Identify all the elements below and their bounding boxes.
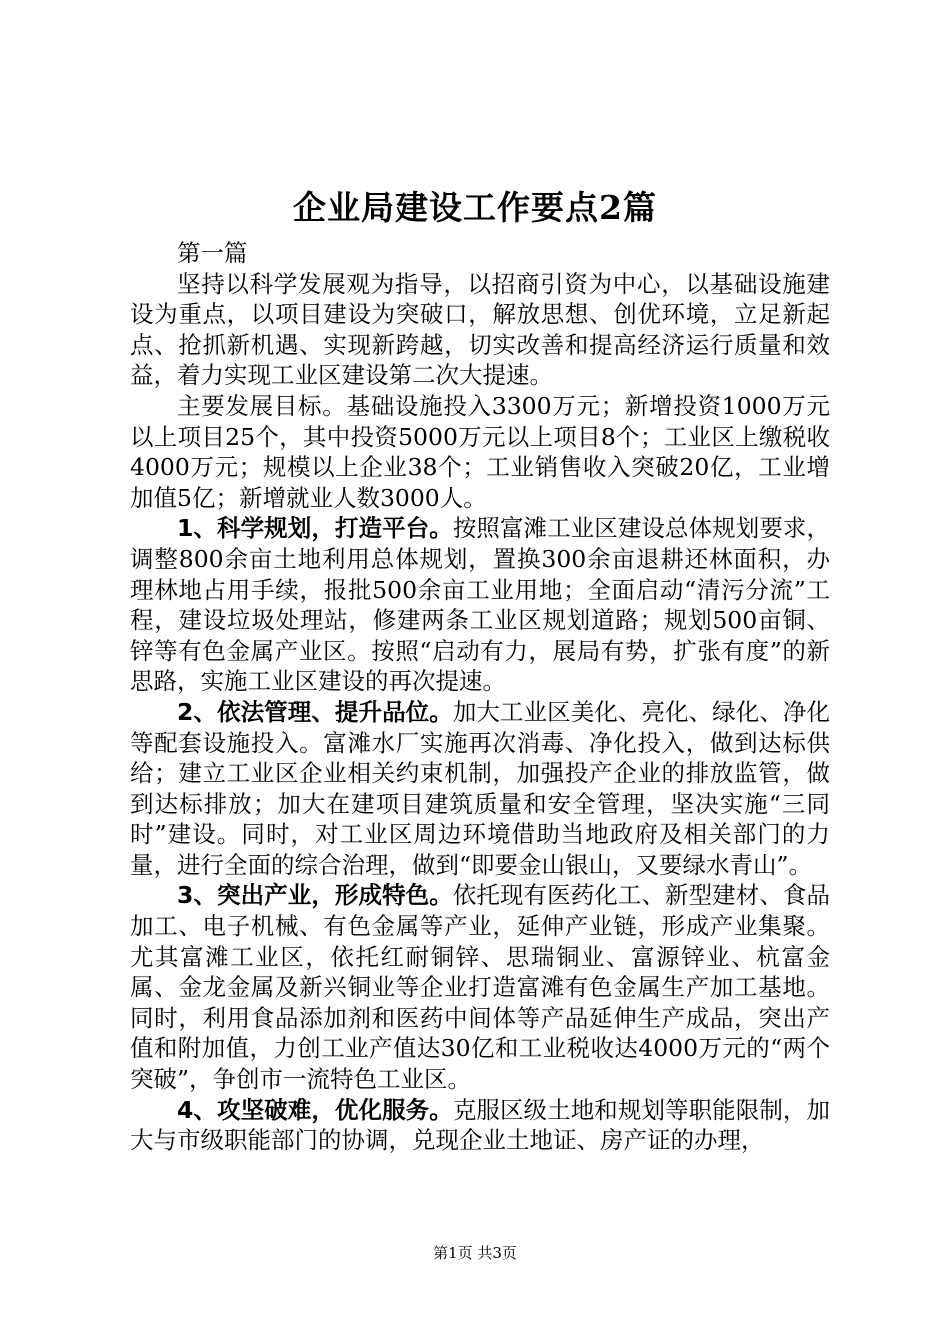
paragraph-item-3 [130, 880, 830, 1094]
paragraph-text: 克服区级土地和规划等职能限制，加大与市级职能部门的协调，兑现企业土地证、房产证的办理， [130, 1095, 831, 1155]
paragraph-text: 坚持以科学发展观为指导，以招商引资为中心，以基础设施建设为重点，以项目建设为突破口，解放思想、创优环境，立足新起点、抢抓新机遇、实现新跨越，切实改善和提高经济运行质量和效益，着力实现工业区建设第二次大提速。 [130, 269, 830, 390]
paragraph-heading: 3、突出产业，形成特色。 [177, 881, 453, 910]
paragraph-intro [130, 269, 830, 391]
section-label: 第一篇 [177, 239, 248, 267]
paragraph-goals [130, 391, 830, 513]
paragraph-text: 按照富滩工业区建设总体规划要求，调整800余亩土地利用总体规划，置换300余亩退耕还林面积，办理林地占用手续，报批500余亩工业用地；全面启动“清污分流”工程，建设垃圾处理站，修建两条工业区规划道路；规划500亩铜、锌等有色金属产业区。按照“启动有力，展局有势，扩张有度”的新思路，实施工业区建设的再次提速。 [130, 514, 831, 696]
paragraph-item-1 [130, 513, 830, 697]
document-body [130, 238, 830, 1156]
paragraph-text: 加大工业区美化、亮化、绿化、净化等配套设施投入。富滩水厂实施再次消毒、净化投入，做到达标供给；建立工业区企业相关约束机制，加强投产企业的排放监管，做到达标排放；加大在建项目建筑质量和安全管理，坚决实施“三同时”建设。同时，对工业区周边环境借助当地政府及相关部门的力量，进行全面的综合治理，做到“即要金山银山，又要绿水青山”。 [130, 697, 831, 879]
paragraph-heading: 2、依法管理、提升品位。 [177, 697, 453, 726]
paragraph-heading: 4、攻坚破难，优化服务。 [177, 1095, 453, 1124]
paragraph-item-2 [130, 697, 830, 881]
paragraph-text: 依托现有医药化工、新型建材、食品加工、电子机械、有色金属等产业，延伸产业链，形成产业集聚。尤其富滩工业区，依托红耐铜锌、思瑞铜业、富源锌业、杭富金属、金龙金属及新兴铜业等企业打造富滩有色金属生产加工基地。同时，利用食品添加剂和医药中间体等产品延伸生产成品，突出产值和附加值，力创工业产值达30亿和工业税收达4000万元的“两个突破”，争创市一流特色工业区。 [130, 881, 831, 1094]
document-title: 企业局建设工作要点2篇 [293, 188, 657, 227]
paragraph-item-4 [130, 1095, 830, 1156]
paragraph-heading: 1、科学规划，打造平台。 [177, 514, 453, 543]
page-footer: 第1页 共3页 [433, 1244, 517, 1262]
paragraph-text: 主要发展目标。基础设施投入3300万元；新增投资1000万元以上项目25个，其中投资5000万元以上项目8个；工业区上缴税收4000万元；规模以上企业38个；工业销售收入突破20亿，工业增加值5亿；新增就业人数3000人。 [130, 391, 830, 512]
